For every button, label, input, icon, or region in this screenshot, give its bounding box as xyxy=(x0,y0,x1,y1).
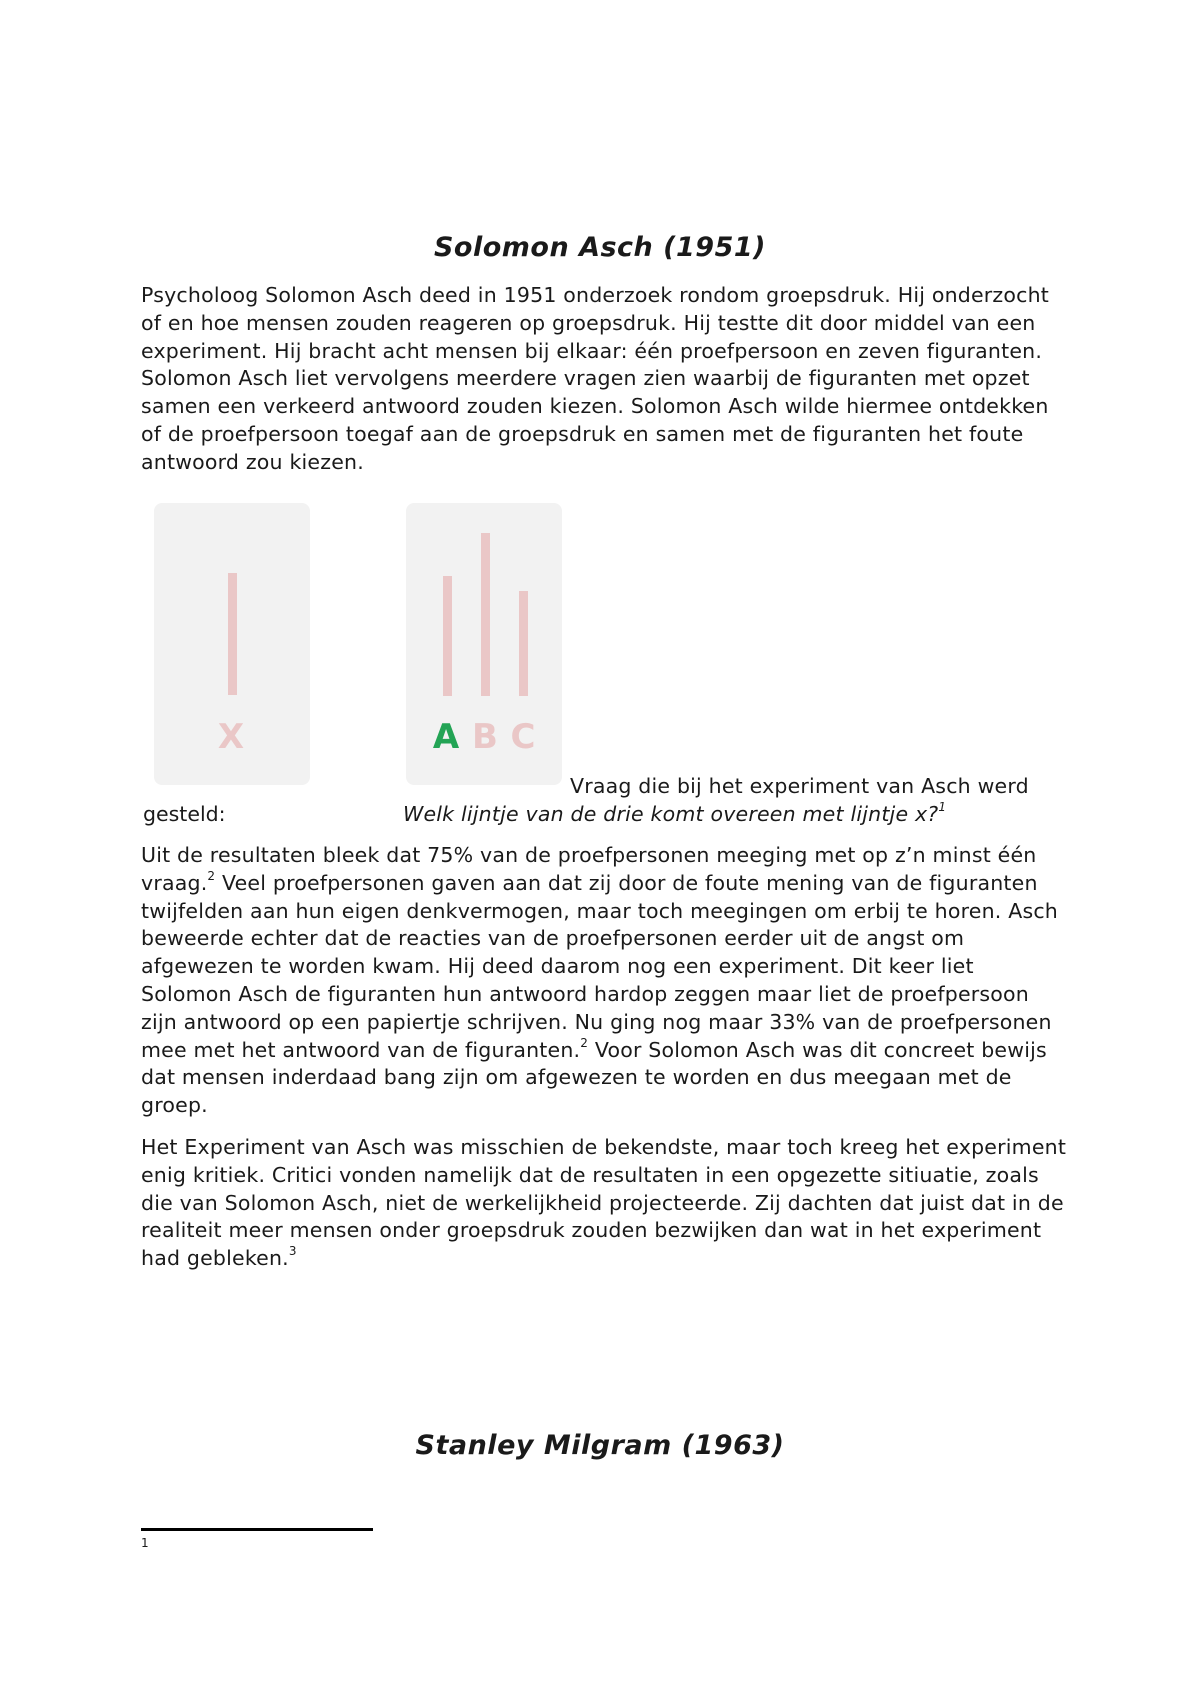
intro-paragraph: Psycholoog Solomon Asch deed in 1951 onderzoek rondom groepsdruk. Hij onderzocht of en hoe mensen zouden reageren op groepsdruk. Hij testte dit door middel van een experiment. Hij bracht acht mensen bij elkaar: één proefpersoon en zeven figuranten. Solomon Asch liet vervolgens meerdere vragen zien waarbij de figuranten met opzet samen een verkeerd antwoord zouden kiezen. Solomon Asch wilde hiermee ontdekken of de proefpersoon toegaf aan de groepsdruk en samen met de figuranten het foute antwoord zou kiezen. xyxy=(141,283,1050,474)
reference-label: X xyxy=(217,717,245,757)
figure-question-text: Welk lijntje van de drie komt overeen met lijntje x? xyxy=(403,802,939,826)
line-a xyxy=(443,576,452,696)
footnote-number: 1 xyxy=(141,1536,149,1550)
line-c xyxy=(519,591,528,696)
section-title-asch: Solomon Asch (1951) xyxy=(433,232,767,263)
label-a: A xyxy=(432,717,460,757)
footnote-ref: 3 xyxy=(288,1244,297,1259)
footnote-separator xyxy=(141,1528,373,1531)
section-title-milgram: Stanley Milgram (1963) xyxy=(415,1430,785,1461)
line-b xyxy=(481,533,490,696)
results-text-b: Veel proefpersonen gaven aan dat zij door de foute mening van de figuranten twijfelden aan hun eigen denkvermogen, maar toch meegingen om erbij te horen. Asch beweerde echter dat de reacties van de proefpersonen eerder uit de angst om afgewezen te worden kwam. Hij deed daarom nog een experiment. Dit keer liet Solomon Asch de figuranten hun antwoord hardop zeggen maar liet de proefpersoon zijn antwoord op een papiertje schrijven. Nu ging nog maar 33% van de proefpersonen mee met het antwoord van de figuranten. xyxy=(141,870,1058,1062)
footnote-ref: 2 xyxy=(580,1035,589,1050)
label-c: C xyxy=(510,717,536,757)
results-paragraph xyxy=(141,842,1071,1120)
results-text-c: Voor Solomon Asch was dit concreet bewijs dat mensen inderdaad bang zijn om afgewezen te worden en dus meegaan met de groep. xyxy=(141,1037,1047,1118)
footnote-ref: 1 xyxy=(938,800,947,815)
critique-paragraph xyxy=(141,1134,1071,1273)
footnote-ref: 2 xyxy=(207,868,216,883)
comparison-lines-card xyxy=(406,503,562,785)
figure-question xyxy=(403,801,946,829)
reference-line xyxy=(228,573,237,695)
results-text-a: Uit de resultaten bleek dat 75% van de proefpersonen meeging met op z’n minst één vraag. xyxy=(141,843,1037,895)
figure-caption-tail: gesteld: xyxy=(143,802,226,826)
figure-caption-lead: Vraag die bij het experiment van Asch werd xyxy=(570,774,1029,798)
reference-line-card xyxy=(154,503,310,785)
critique-text: Het Experiment van Asch was misschien de bekendste, maar toch kreeg het experiment enig kritiek. Critici vonden namelijk dat de resultaten in een opgezette sitiuatie, zoals die van Solomon Asch, niet de werkelijkheid projecteerde. Zij dachten dat juist dat in de realiteit meer mensen onder groepsdruk zouden bezwijken dan wat in het experiment had gebleken. xyxy=(141,1135,1067,1271)
label-b: B xyxy=(472,717,498,757)
